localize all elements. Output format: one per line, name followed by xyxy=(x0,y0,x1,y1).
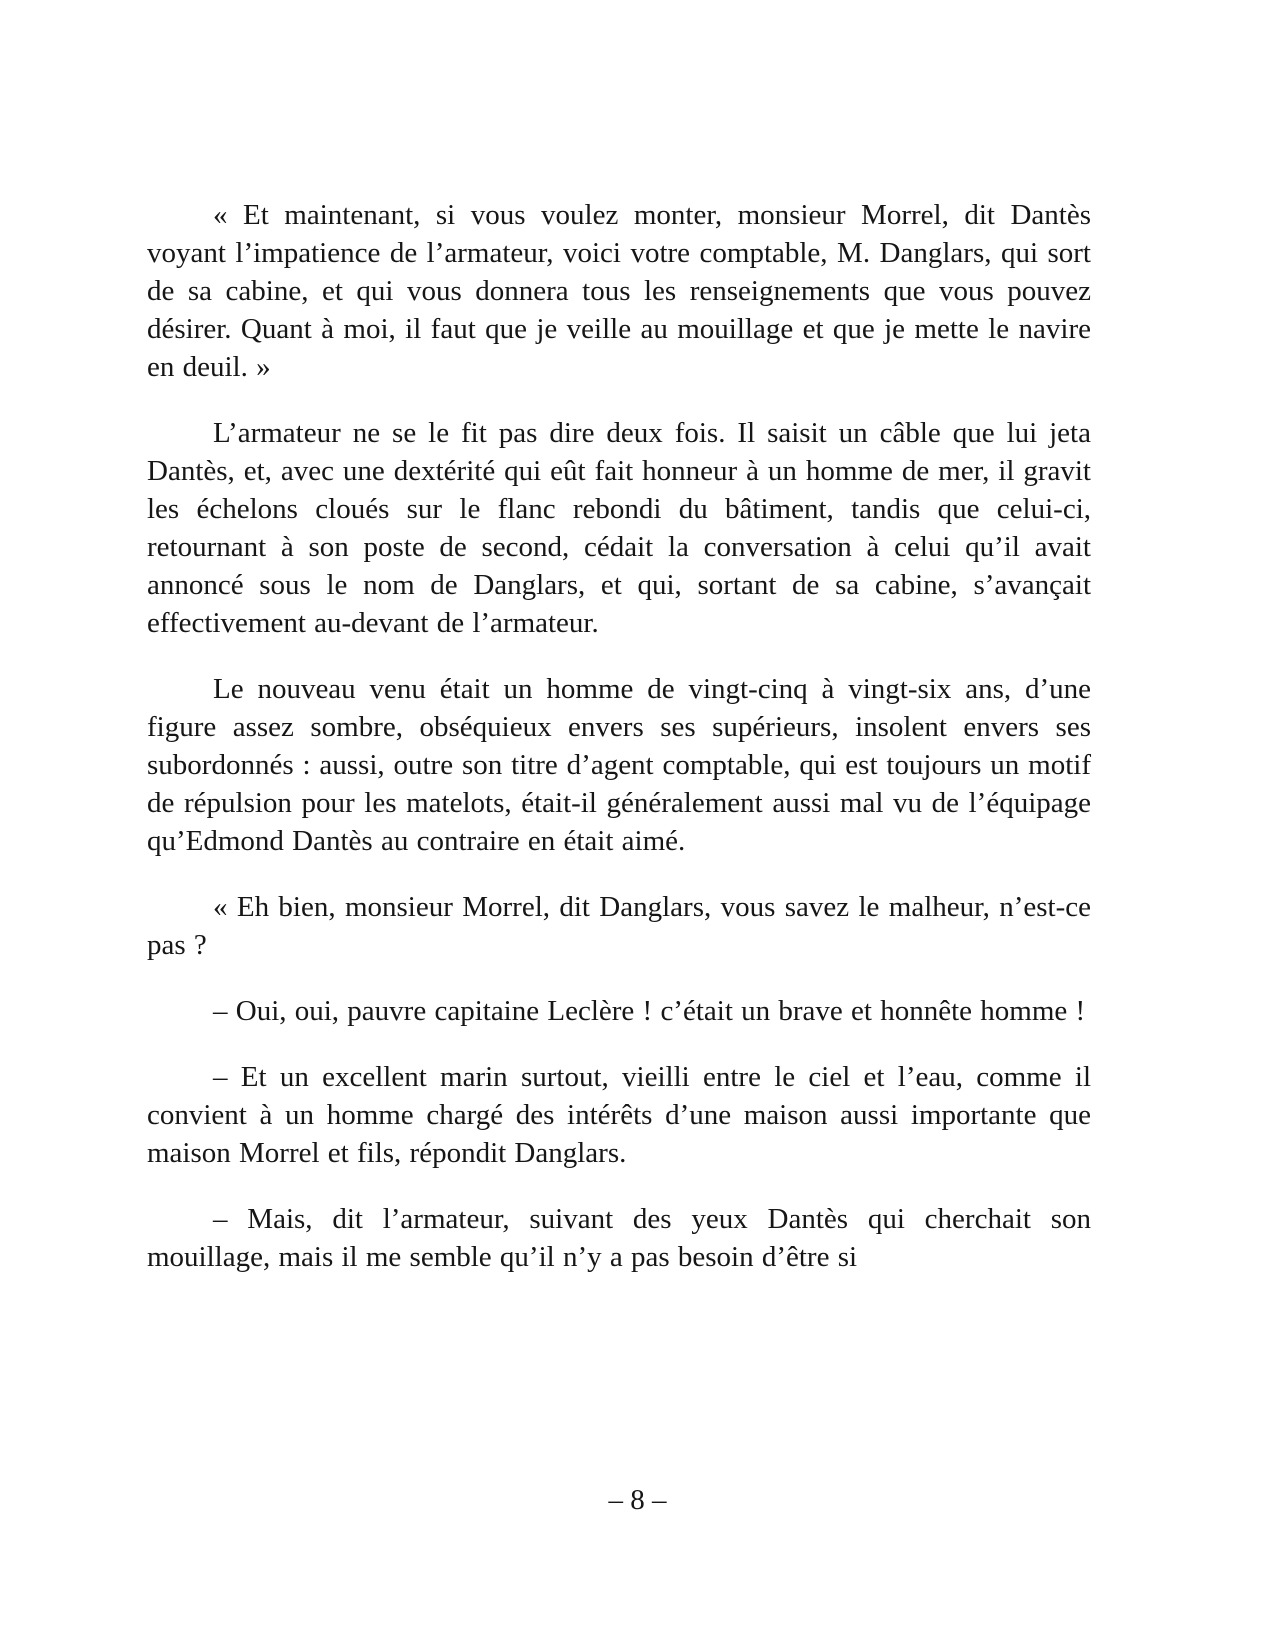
paragraph-dialogue-dantes: « Et maintenant, si vous voulez monter, monsieur Morrel, dit Dantès voyant l’impatience de l’armateur, voici votre comptable, M. Danglars, qui sort de sa cabine, et qui vous donnera tous les renseignements que vous pouvez désirer. Quant à moi, il faut que je veille au mouillage et que je mette le navire en deuil. » xyxy=(147,199,1091,383)
paragraph-description-danglars: Le nouveau venu était un homme de vingt-cinq à vingt-six ans, d’une figure assez sombre, obséquieux envers ses supérieurs, insolent envers ses subordonnés : aussi, outre son titre d’agent comptable, qui est toujours un motif de répulsion pour les matelots, était-il généralement aussi mal vu de l’équipage qu’Edmond Dantès au contraire en était aimé. xyxy=(147,673,1091,857)
text-block xyxy=(147,196,1091,1276)
paragraph-dialogue-armateur: – Mais, dit l’armateur, suivant des yeux Dantès qui cherchait son mouillage, mais il me semble qu’il n’y a pas besoin d’être si xyxy=(147,1203,1091,1273)
page-number: – 8 – xyxy=(608,1484,667,1516)
paragraph-dialogue-morrel: – Oui, oui, pauvre capitaine Leclère ! c’était un brave et honnête homme ! xyxy=(213,995,1086,1027)
paragraph-dialogue-danglars: « Eh bien, monsieur Morrel, dit Danglars, vous savez le malheur, n’est-ce pas ? xyxy=(147,891,1091,961)
paragraph-dialogue-danglars-2: – Et un excellent marin surtout, vieilli entre le ciel et l’eau, comme il convient à un homme chargé des intérêts d’une maison aussi importante que maison Morrel et fils, répondit Danglars. xyxy=(147,1061,1091,1169)
paragraph-narration-armateur: L’armateur ne se le fit pas dire deux fois. Il saisit un câble que lui jeta Dantès, et, avec une dextérité qui eût fait honneur à un homme de mer, il gravit les échelons cloués sur le flanc rebondi du bâtiment, tandis que celui-ci, retournant à son poste de second, cédait la conversation à celui qu’il avait annoncé sous le nom de Danglars, et qui, sortant de sa cabine, s’avançait effectivement au-devant de l’armateur. xyxy=(147,417,1091,639)
